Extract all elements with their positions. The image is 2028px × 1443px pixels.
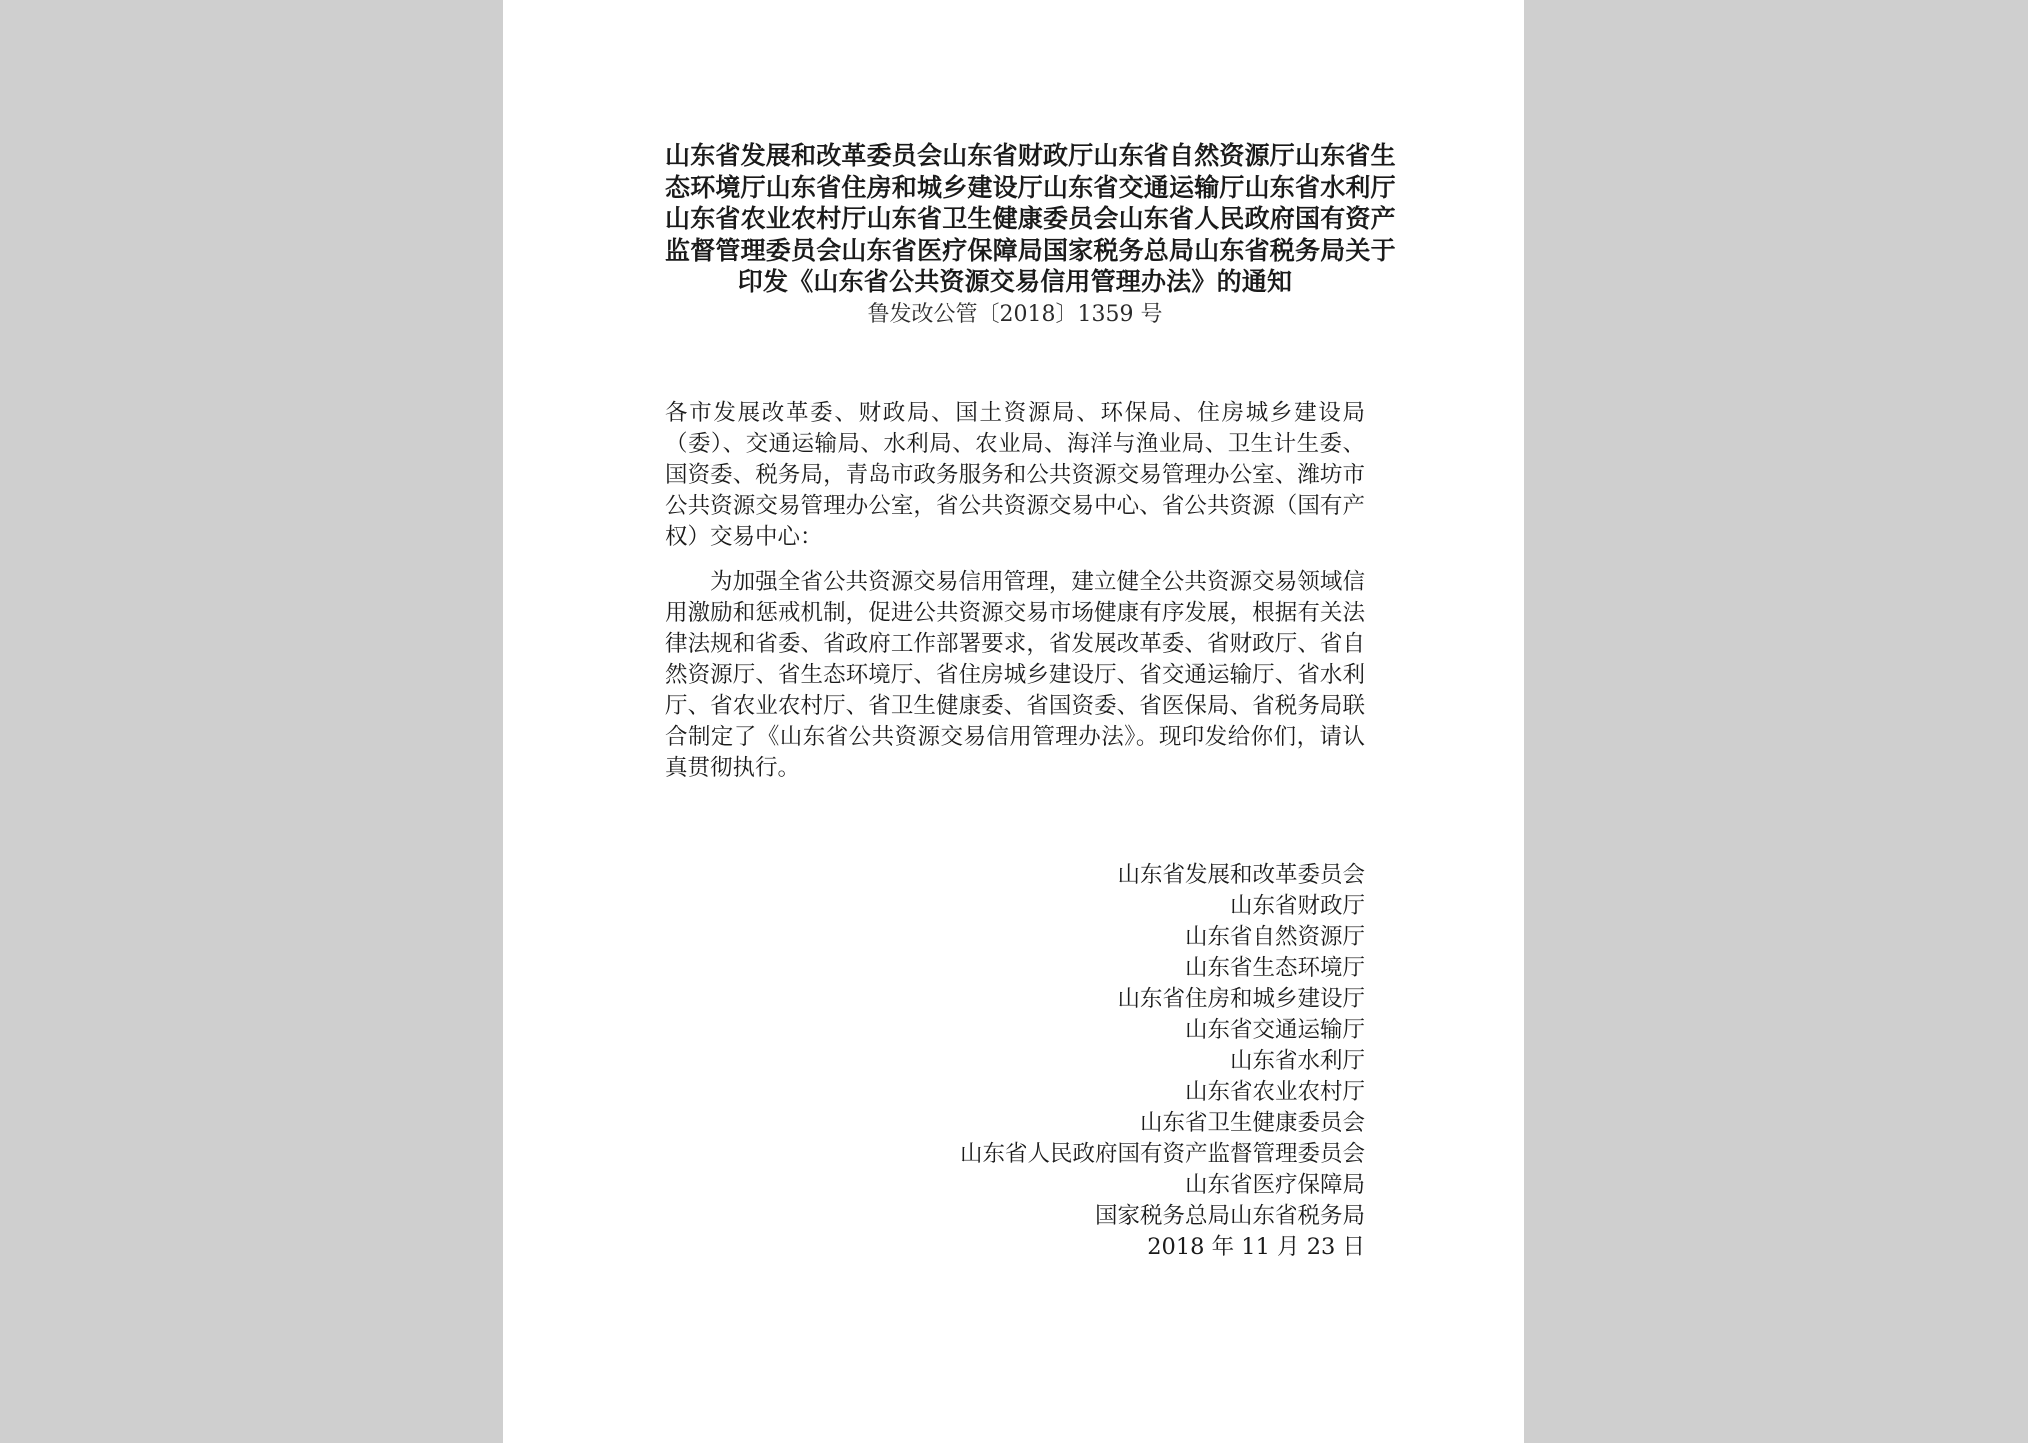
signature-line: 山东省卫生健康委员会 (1139, 1110, 1365, 1136)
signature-block (665, 860, 1365, 1263)
signature-line: 山东省生态环境厅 (1184, 955, 1365, 981)
document-number: 鲁发改公管〔2018〕1359 号 (867, 302, 1163, 327)
signature-line: 山东省发展和改革委员会 (1117, 862, 1365, 888)
signature-line: 国家税务总局山东省税务局 (1094, 1203, 1365, 1229)
document-page (503, 0, 1524, 1443)
title-line: 山东省发展和改革委员会山东省财政厅山东省自然资源厅山东省生 (665, 141, 1396, 170)
signature-line: 山东省自然资源厅 (1184, 924, 1365, 950)
title-line: 印发《山东省公共资源交易信用管理办法》的通知 (737, 267, 1293, 296)
signature-line: 山东省住房和城乡建设厅 (1117, 986, 1365, 1012)
title-line: 态环境厅山东省住房和城乡建设厅山东省交通运输厅山东省水利厅 (665, 172, 1396, 202)
signature-line: 山东省财政厅 (1229, 893, 1365, 919)
signature-line: 山东省人民政府国有资产监督管理委员会 (959, 1141, 1365, 1167)
signature-line: 山东省农业农村厅 (1184, 1079, 1365, 1105)
recipients-paragraph: 各市发展改革委、财政局、国土资源局、环保局、住房城乡建设局（委）、交通运输局、水利局、农业局、海洋与渔业局、卫生计生委、国资委、税务局，青岛市政务服务和公共资源交易管理办公室、潍坊市公共资源交易管理办公室，省公共资源交易中心、省公共资源（国有产权）交易中心： (665, 400, 1365, 550)
title-line: 监督管理委员会山东省医疗保障局国家税务总局山东省税务局关于 (665, 235, 1396, 265)
title-line: 山东省农业农村厅山东省卫生健康委员会山东省人民政府国有资产 (665, 204, 1396, 233)
body-paragraph: 为加强全省公共资源交易信用管理，建立健全公共资源交易领域信用激励和惩戒机制，促进公共资源交易市场健康有序发展，根据有关法律法规和省委、省政府工作部署要求，省发展改革委、省财政厅、省自然资源厅、省生态环境厅、省住房城乡建设厅、省交通运输厅、省水利厅、省农业农村厅、省卫生健康委、省国资委、省医保局、省税务局联合制定了《山东省公共资源交易信用管理办法》。现印发给你们，请认真贯彻执行。 (665, 569, 1365, 781)
document-date: 2018 年 11 月 23 日 (1147, 1234, 1365, 1260)
document-title (665, 140, 1396, 298)
signature-line: 山东省交通运输厅 (1184, 1017, 1365, 1043)
signature-line: 山东省水利厅 (1229, 1048, 1365, 1074)
signature-line: 山东省医疗保障局 (1184, 1172, 1365, 1198)
